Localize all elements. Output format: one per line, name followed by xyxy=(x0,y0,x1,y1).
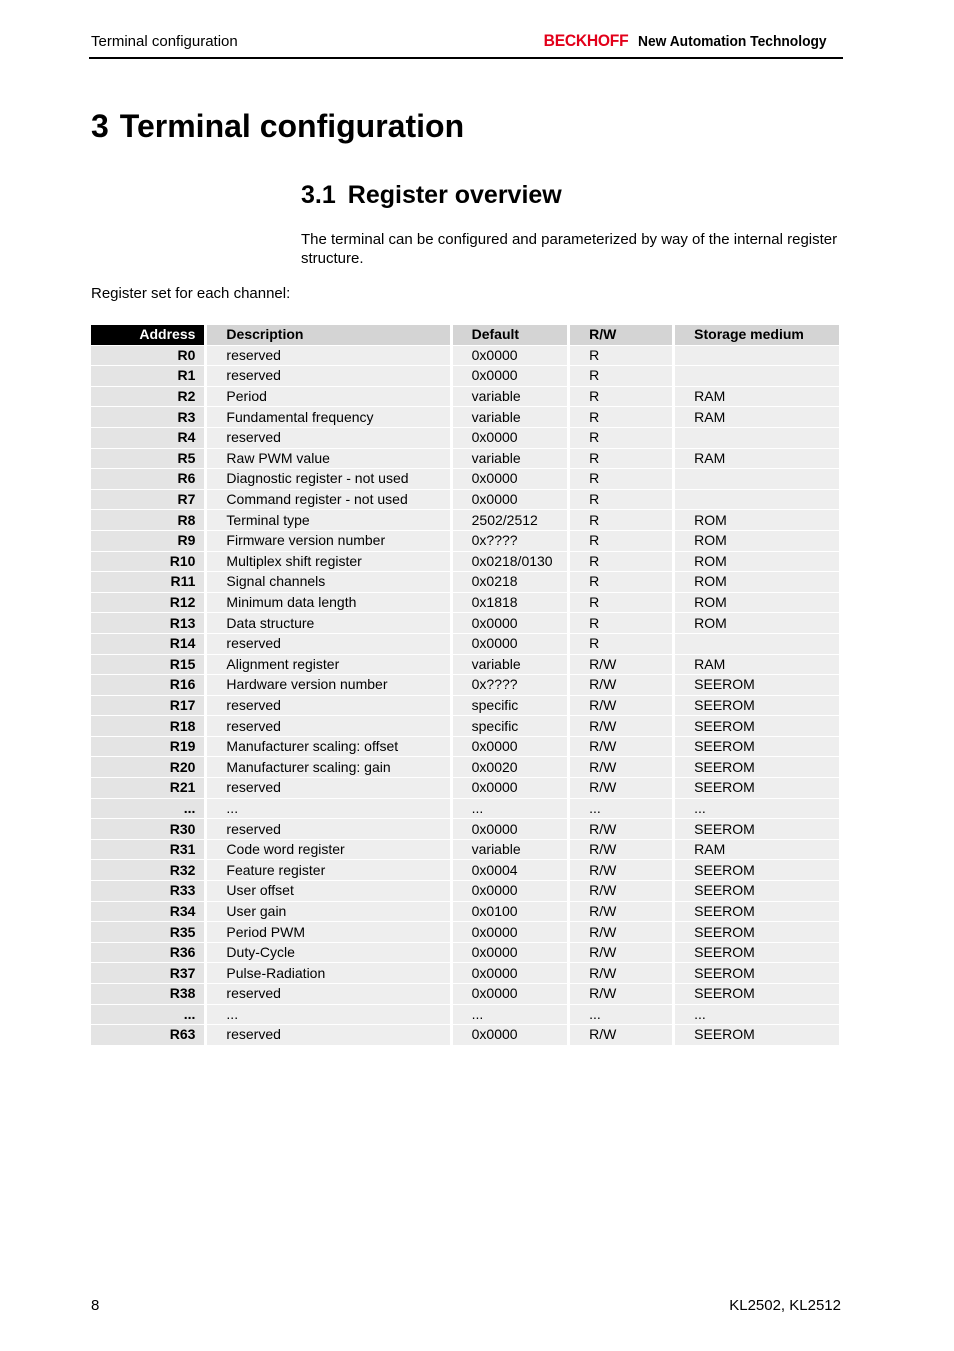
cell-address: R7 xyxy=(91,490,207,510)
cell-description: Feature register xyxy=(207,860,452,880)
cell-storage: RAM xyxy=(675,655,839,675)
cell-default: 0x???? xyxy=(453,531,570,551)
table-row xyxy=(91,696,839,716)
cell-default: 0x0000 xyxy=(453,346,570,366)
cell-rw: R/W xyxy=(570,716,675,736)
table-row xyxy=(91,778,839,798)
cell-address: R20 xyxy=(91,757,207,777)
table-lead-text: Register set for each channel: xyxy=(91,285,291,302)
cell-description: Terminal type xyxy=(207,510,452,530)
cell-default: 0x???? xyxy=(453,675,570,695)
cell-description: Firmware version number xyxy=(207,531,452,551)
cell-storage: ROM xyxy=(675,531,839,551)
table-row xyxy=(91,346,839,366)
cell-default: 2502/2512 xyxy=(453,510,570,530)
cell-default: 0x0000 xyxy=(453,943,570,963)
table-row xyxy=(91,943,839,963)
cell-storage: ... xyxy=(675,1005,839,1025)
cell-storage: SEEROM xyxy=(675,716,839,736)
cell-rw: R/W xyxy=(570,902,675,922)
cell-default: 0x0000 xyxy=(453,922,570,942)
cell-default: 0x0000 xyxy=(453,613,570,633)
cell-default: 0x0000 xyxy=(453,984,570,1004)
cell-storage: ROM xyxy=(675,593,839,613)
table-row xyxy=(91,387,839,407)
cell-address: R3 xyxy=(91,407,207,427)
table-row xyxy=(91,860,839,880)
cell-description: Manufacturer scaling: gain xyxy=(207,757,452,777)
cell-default: variable xyxy=(453,387,570,407)
cell-storage: RAM xyxy=(675,449,839,469)
table-row xyxy=(91,881,839,901)
cell-description: User gain xyxy=(207,902,452,922)
cell-description: Period xyxy=(207,387,452,407)
cell-description: Diagnostic register - not used xyxy=(207,469,452,489)
cell-default: 0x0000 xyxy=(453,737,570,757)
cell-default: variable xyxy=(453,407,570,427)
cell-description: User offset xyxy=(207,881,452,901)
table-row xyxy=(91,757,839,777)
cell-storage: SEEROM xyxy=(675,757,839,777)
table-row xyxy=(91,799,839,819)
section-number: 3.1 xyxy=(301,181,336,209)
cell-address: R12 xyxy=(91,593,207,613)
cell-storage: RAM xyxy=(675,840,839,860)
table-row xyxy=(91,510,839,530)
cell-default: specific xyxy=(453,716,570,736)
table-row xyxy=(91,531,839,551)
table-row xyxy=(91,634,839,654)
cell-storage: SEEROM xyxy=(675,696,839,716)
cell-description: ... xyxy=(207,1005,452,1025)
table-row xyxy=(91,716,839,736)
cell-address: R2 xyxy=(91,387,207,407)
cell-rw: R xyxy=(570,613,675,633)
cell-rw: R/W xyxy=(570,860,675,880)
cell-storage: ROM xyxy=(675,510,839,530)
cell-rw: R/W xyxy=(570,819,675,839)
cell-storage xyxy=(675,366,839,386)
beckhoff-logo: BECKHOFF xyxy=(543,31,629,50)
cell-storage: SEEROM xyxy=(675,963,839,983)
brand-logo xyxy=(540,31,843,51)
cell-rw: R/W xyxy=(570,737,675,757)
cell-rw: R xyxy=(570,552,675,572)
cell-rw: R xyxy=(570,407,675,427)
cell-rw: R xyxy=(570,366,675,386)
cell-storage: SEEROM xyxy=(675,778,839,798)
cell-storage xyxy=(675,490,839,510)
table-row xyxy=(91,469,839,489)
cell-address: ... xyxy=(91,1005,207,1025)
cell-description: reserved xyxy=(207,716,452,736)
cell-rw: R xyxy=(570,428,675,448)
cell-description: reserved xyxy=(207,634,452,654)
table-row xyxy=(91,819,839,839)
table-row xyxy=(91,840,839,860)
cell-rw: R/W xyxy=(570,655,675,675)
cell-address: R14 xyxy=(91,634,207,654)
cell-default: 0x0000 xyxy=(453,469,570,489)
cell-address: R31 xyxy=(91,840,207,860)
cell-storage: SEEROM xyxy=(675,819,839,839)
cell-description: ... xyxy=(207,799,452,819)
cell-rw: R/W xyxy=(570,757,675,777)
cell-rw: R/W xyxy=(570,984,675,1004)
cell-address: R34 xyxy=(91,902,207,922)
cell-address: R17 xyxy=(91,696,207,716)
cell-default: ... xyxy=(453,799,570,819)
cell-description: Raw PWM value xyxy=(207,449,452,469)
table-row xyxy=(91,552,839,572)
cell-rw: R xyxy=(570,387,675,407)
cell-rw: R xyxy=(570,449,675,469)
cell-description: Alignment register xyxy=(207,655,452,675)
cell-description: reserved xyxy=(207,696,452,716)
cell-description: reserved xyxy=(207,366,452,386)
cell-storage: SEEROM xyxy=(675,902,839,922)
cell-rw: R/W xyxy=(570,840,675,860)
cell-storage xyxy=(675,634,839,654)
table-row xyxy=(91,1025,839,1045)
cell-address: R30 xyxy=(91,819,207,839)
cell-address: R63 xyxy=(91,1025,207,1045)
cell-default: 0x0000 xyxy=(453,778,570,798)
cell-description: Duty-Cycle xyxy=(207,943,452,963)
cell-description: Signal channels xyxy=(207,572,452,592)
cell-rw: R xyxy=(570,469,675,489)
cell-description: Multiplex shift register xyxy=(207,552,452,572)
cell-rw: R/W xyxy=(570,943,675,963)
cell-description: Period PWM xyxy=(207,922,452,942)
intro-paragraph: The terminal can be configured and parameterized by way of the internal register structure. xyxy=(301,231,838,267)
cell-storage: ... xyxy=(675,799,839,819)
cell-address: R38 xyxy=(91,984,207,1004)
cell-storage: SEEROM xyxy=(675,1025,839,1045)
cell-storage: RAM xyxy=(675,407,839,427)
cell-default: 0x0000 xyxy=(453,963,570,983)
cell-address: R15 xyxy=(91,655,207,675)
cell-rw: R xyxy=(570,572,675,592)
cell-address: R35 xyxy=(91,922,207,942)
cell-default: 0x0004 xyxy=(453,860,570,880)
column-header-default: Default xyxy=(453,325,570,345)
table-row xyxy=(91,490,839,510)
cell-default: 0x0000 xyxy=(453,366,570,386)
column-header-description: Description xyxy=(207,325,452,345)
cell-storage xyxy=(675,428,839,448)
cell-rw: R/W xyxy=(570,922,675,942)
cell-default: 0x0000 xyxy=(453,1025,570,1045)
cell-rw: ... xyxy=(570,1005,675,1025)
column-header-rw: R/W xyxy=(570,325,675,345)
cell-address: R33 xyxy=(91,881,207,901)
cell-description: Minimum data length xyxy=(207,593,452,613)
column-header-address: Address xyxy=(91,325,207,345)
cell-address: R13 xyxy=(91,613,207,633)
cell-storage: SEEROM xyxy=(675,943,839,963)
cell-address: R36 xyxy=(91,943,207,963)
cell-default: 0x0000 xyxy=(453,819,570,839)
cell-description: reserved xyxy=(207,428,452,448)
table-row xyxy=(91,428,839,448)
chapter-number: 3 xyxy=(91,108,109,144)
table-row xyxy=(91,922,839,942)
table-header-row xyxy=(91,325,839,345)
cell-rw: R xyxy=(570,346,675,366)
cell-default: 0x0218/0130 xyxy=(453,552,570,572)
table-row xyxy=(91,407,839,427)
table-row xyxy=(91,1005,839,1025)
cell-address: R4 xyxy=(91,428,207,448)
cell-rw: R xyxy=(570,634,675,654)
table-body xyxy=(91,346,839,1045)
cell-rw: R/W xyxy=(570,1025,675,1045)
cell-storage: SEEROM xyxy=(675,881,839,901)
cell-storage: ROM xyxy=(675,613,839,633)
cell-storage: SEEROM xyxy=(675,675,839,695)
cell-description: Fundamental frequency xyxy=(207,407,452,427)
section-title: Register overview xyxy=(347,181,562,209)
cell-rw: R/W xyxy=(570,778,675,798)
cell-rw: R xyxy=(570,531,675,551)
table-row xyxy=(91,449,839,469)
table-row xyxy=(91,902,839,922)
brand-tagline: New Automation Technology xyxy=(638,33,827,50)
cell-storage: ROM xyxy=(675,552,839,572)
table-row xyxy=(91,655,839,675)
cell-address: R1 xyxy=(91,366,207,386)
section-heading xyxy=(301,181,562,210)
cell-address: R9 xyxy=(91,531,207,551)
cell-default: 0x1818 xyxy=(453,593,570,613)
table-row xyxy=(91,963,839,983)
cell-description: Command register - not used xyxy=(207,490,452,510)
footer-product: KL2502, KL2512 xyxy=(729,1297,841,1314)
cell-default: 0x0218 xyxy=(453,572,570,592)
cell-address: R16 xyxy=(91,675,207,695)
cell-default: 0x0000 xyxy=(453,490,570,510)
cell-address: R11 xyxy=(91,572,207,592)
cell-description: Code word register xyxy=(207,840,452,860)
cell-default: variable xyxy=(453,655,570,675)
cell-description: Pulse-Radiation xyxy=(207,963,452,983)
column-header-storage: Storage medium xyxy=(675,325,839,345)
cell-rw: R/W xyxy=(570,696,675,716)
cell-rw: R/W xyxy=(570,881,675,901)
table-row xyxy=(91,737,839,757)
cell-address: R37 xyxy=(91,963,207,983)
cell-description: Manufacturer scaling: offset xyxy=(207,737,452,757)
cell-default: variable xyxy=(453,840,570,860)
cell-storage: SEEROM xyxy=(675,737,839,757)
cell-address: ... xyxy=(91,799,207,819)
cell-address: R21 xyxy=(91,778,207,798)
cell-rw: R xyxy=(570,490,675,510)
table-row xyxy=(91,675,839,695)
cell-address: R6 xyxy=(91,469,207,489)
cell-address: R32 xyxy=(91,860,207,880)
cell-description: Data structure xyxy=(207,613,452,633)
cell-rw: R/W xyxy=(570,963,675,983)
cell-description: reserved xyxy=(207,1025,452,1045)
cell-address: R8 xyxy=(91,510,207,530)
running-header-title: Terminal configuration xyxy=(91,33,238,50)
cell-storage: ROM xyxy=(675,572,839,592)
chapter-heading xyxy=(91,108,464,145)
cell-storage: SEEROM xyxy=(675,984,839,1004)
chapter-title: Terminal configuration xyxy=(119,108,465,144)
register-table xyxy=(91,324,839,1046)
cell-storage xyxy=(675,346,839,366)
table-row xyxy=(91,984,839,1004)
table-row xyxy=(91,572,839,592)
cell-address: R19 xyxy=(91,737,207,757)
cell-default: 0x0000 xyxy=(453,428,570,448)
cell-default: 0x0100 xyxy=(453,902,570,922)
cell-default: ... xyxy=(453,1005,570,1025)
cell-storage: SEEROM xyxy=(675,922,839,942)
cell-rw: R/W xyxy=(570,675,675,695)
cell-default: 0x0000 xyxy=(453,634,570,654)
cell-rw: R xyxy=(570,510,675,530)
table-row xyxy=(91,366,839,386)
cell-default: specific xyxy=(453,696,570,716)
cell-description: reserved xyxy=(207,346,452,366)
cell-default: 0x0020 xyxy=(453,757,570,777)
cell-description: reserved xyxy=(207,984,452,1004)
cell-address: R0 xyxy=(91,346,207,366)
cell-description: reserved xyxy=(207,778,452,798)
cell-description: Hardware version number xyxy=(207,675,452,695)
page-number: 8 xyxy=(91,1297,100,1314)
cell-default: variable xyxy=(453,449,570,469)
cell-rw: R xyxy=(570,593,675,613)
cell-rw: ... xyxy=(570,799,675,819)
header-rule xyxy=(89,57,843,59)
cell-address: R5 xyxy=(91,449,207,469)
cell-storage: SEEROM xyxy=(675,860,839,880)
table-row xyxy=(91,613,839,633)
cell-storage xyxy=(675,469,839,489)
cell-storage: RAM xyxy=(675,387,839,407)
cell-address: R10 xyxy=(91,552,207,572)
cell-address: R18 xyxy=(91,716,207,736)
cell-description: reserved xyxy=(207,819,452,839)
cell-default: 0x0000 xyxy=(453,881,570,901)
table-row xyxy=(91,593,839,613)
